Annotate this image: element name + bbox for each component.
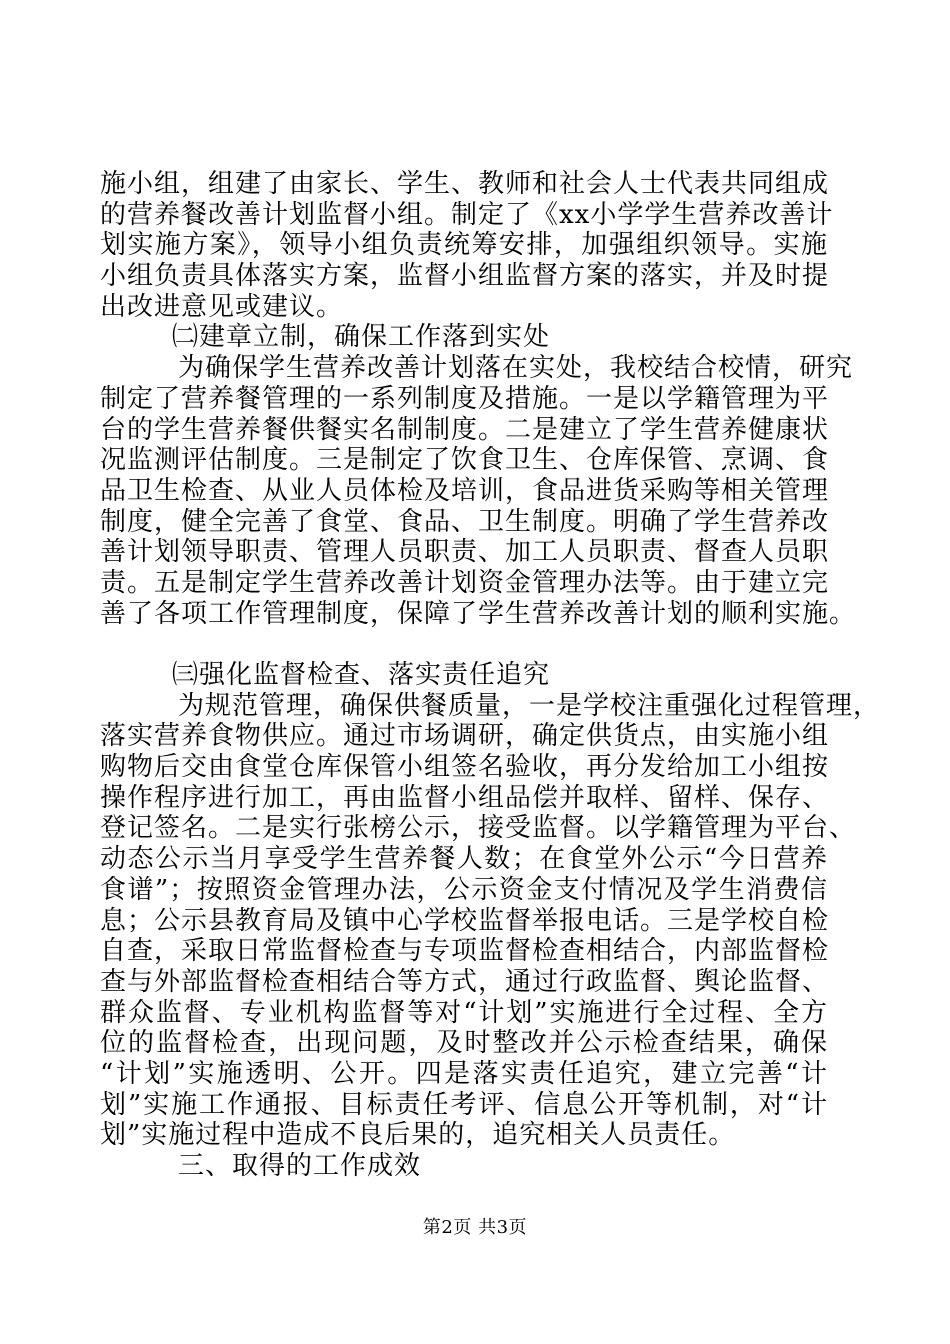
text-line: 划实施方案》，领导小组负责统筹安排，加强组织领导。实施 — [100, 230, 828, 260]
text-line: 息；公示县教育局及镇中心学校监督举报电话。三是学校自检 — [100, 906, 830, 936]
text-line: “计划”实施透明、公开。四是落实责任追究，建立完善“计 — [100, 1059, 828, 1089]
text-line: 出改进意见或建议。 — [100, 292, 344, 322]
text-line: 台的学生营养餐供餐实名制制度。二是建立了学生营养健康状 — [100, 415, 830, 445]
text-line: 品卫生检查、从业人员体检及培训，食品进货采购等相关管理 — [100, 476, 830, 506]
section-heading: ㈡建章立制，确保工作落到实处 — [172, 322, 551, 352]
text-line: 购物后交由食堂仓库保管小组签名验收，再分发给加工小组按 — [100, 752, 830, 782]
text-line: 小组负责具体落实方案，监督小组监督方案的落实，并及时提 — [100, 261, 830, 291]
text-line: 划”实施工作通报、目标责任考评、信息公开等机制，对“计 — [100, 1090, 828, 1120]
text-line: 位的监督检查，出现问题，及时整改并公示检查结果，确保 — [100, 1028, 828, 1058]
text-line: 况监测评估制度。三是制定了饮食卫生、仓库保管、烹调、食 — [100, 445, 830, 475]
text-line: 群众监督、专业机构监督等对“计划”实施进行全过程、全方 — [100, 998, 828, 1028]
text-line: 划”实施过程中造成不良后果的，追究相关人员责任。 — [100, 1120, 736, 1150]
text-line: 食谱”；按照资金管理办法，公示资金支付情况及学生消费信 — [100, 875, 828, 905]
text-line: 善了各项工作管理制度，保障了学生营养改善计划的顺利实施。 — [100, 599, 857, 629]
text-line: 的营养餐改善计划监督小组。制定了《xx小学学生营养改善计 — [100, 200, 834, 230]
text-line: 操作程序进行加工，再由监督小组品偿并取样、留样、保存、 — [100, 783, 830, 813]
paragraph-first-line: 为规范管理，确保供餐质量，一是学校注重强化过程管理， — [178, 691, 881, 721]
text-line: 责。五是制定学生营养改善计划资金管理办法等。由于建立完 — [100, 568, 830, 598]
text-line: 自查，采取日常监督检查与专项监督检查相结合，内部监督检 — [100, 936, 830, 966]
text-line: 动态公示当月享受学生营养餐人数；在食堂外公示“今日营养 — [100, 844, 828, 874]
section-heading: ㈢强化监督检查、落实责任追究 — [172, 660, 551, 690]
text-line: 制度，健全完善了食堂、食品、卫生制度。明确了学生营养改 — [100, 507, 830, 537]
paragraph-first-line: 为确保学生营养改善计划落在实处，我校结合校情，研究 — [178, 353, 854, 383]
text-line: 查与外部监督检查相结合等方式，通过行政监督、舆论监督、 — [100, 967, 830, 997]
text-line: 制定了营养餐管理的一系列制度及措施。一是以学籍管理为平 — [100, 384, 830, 414]
text-line: 登记签名。二是实行张榜公示，接受监督。以学籍管理为平台、 — [100, 813, 857, 843]
page-footer: 第2页 共3页 — [422, 1217, 528, 1238]
text-line: 善计划领导职责、管理人员职责、加工人员职责、督查人员职 — [100, 537, 830, 567]
section-heading: 三、取得的工作成效 — [178, 1151, 422, 1181]
text-line: 落实营养食物供应。通过市场调研，确定供货点，由实施小组 — [100, 721, 830, 751]
text-line: 施小组，组建了由家长、学生、教师和社会人士代表共同组成 — [100, 169, 830, 199]
